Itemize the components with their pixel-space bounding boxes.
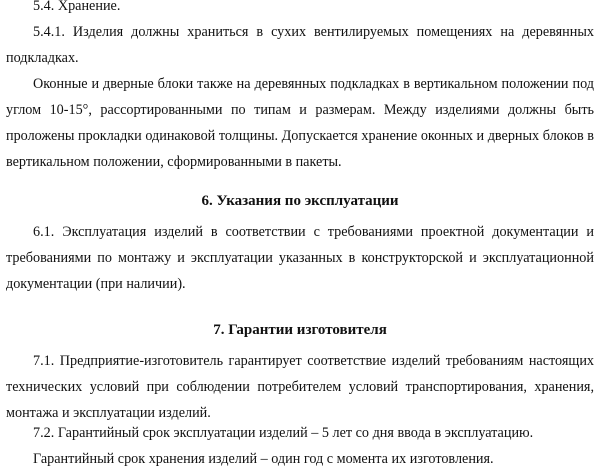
paragraph-7-2: 7.2. Гарантийный срок эксплуатации изделий – 5 лет со дня ввода в эксплуатацию. <box>33 425 534 441</box>
paragraph-6-1: 6.1. Эксплуатация изделий в соответствии с требованиями проектной документации и требованиями по монтажу и эксплуатации указанных в конструкторской и эксплуатационной документации (при наличии). <box>6 224 594 292</box>
paragraph-window-door-storage: Оконные и дверные блоки также на деревянных подкладках в вертикальном положении под углом 10-15°, рассортированными по типам и размерам. Между изделиями должны быть проложены прокладки одинаковой толщины. Допускается хранение оконных и дверных блоков в вертикальном положении, сформированными в пакеты. <box>6 76 594 170</box>
paragraph-5-4-1: 5.4.1. Изделия должны храниться в сухих вентилируемых помещениях на деревянных подкладках. <box>6 24 594 66</box>
section-5-4-heading: 5.4. Хранение. <box>33 0 121 14</box>
paragraph-7-1: 7.1. Предприятие-изготовитель гарантирует соответствие изделий требованиям настоящих технических условий при соблюдении потребителем условий транспортирования, хранения, монтажа и эксплуатации изделий. <box>6 353 594 421</box>
section-6-title: 6. Указания по эксплуатации <box>201 193 399 209</box>
section-7-title: 7. Гарантии изготовителя <box>213 322 387 338</box>
paragraph-storage-warranty: Гарантийный срок хранения изделий – один год с момента их изготовления. <box>33 451 494 467</box>
